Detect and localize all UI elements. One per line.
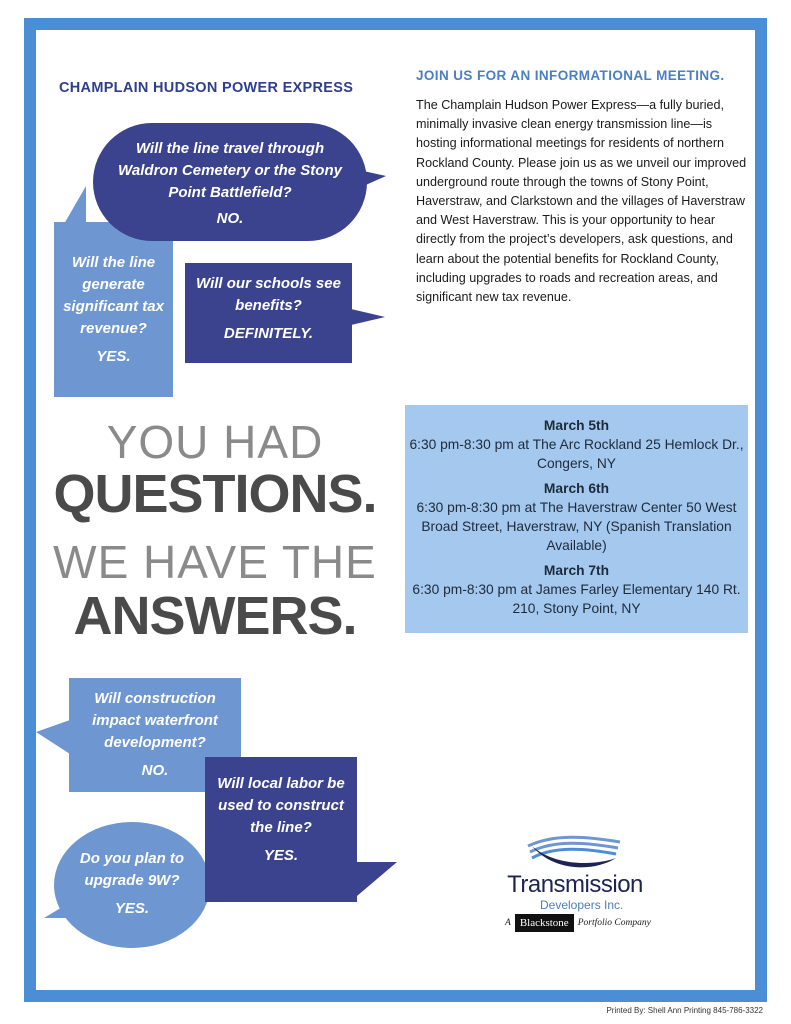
headline-we-have-the: WE HAVE THE [53,536,377,588]
brand-title: CHAMPLAIN HUDSON POWER EXPRESS [59,80,354,96]
blackstone-logo: Blackstone [515,914,574,932]
transmission-logo-icon [524,832,624,872]
event-date: March 7th [543,563,610,578]
bubble-labor-answer: YES. [263,847,299,864]
bubble-schools-question: Will our schools see benefits? [196,275,341,314]
bubble-waterfront-tail [36,720,70,754]
meeting-heading: JOIN US FOR AN INFORMATIONAL MEETING. [416,68,725,83]
headline-answers: ANSWERS. [73,586,357,646]
events-box [405,405,748,633]
bubble-tax-revenue [54,222,173,397]
portfolio-suffix: Portfolio Company [577,918,651,928]
headline-questions: QUESTIONS. [53,464,377,524]
bubble-local-labor [205,757,357,902]
event-item [405,479,748,555]
logo-name: Transmission [507,871,643,898]
event-details: 6:30 pm-8:30 pm at The Haverstraw Center 50 West Broad Street, Haverstraw, NY (Spanish Translation Available) [416,500,737,553]
bubble-waterfront-answer: NO. [141,762,169,779]
headline-you-had: YOU HAD [106,416,324,468]
logo-subtitle: Developers Inc. [540,898,624,912]
bubble-cemetery-tail [350,168,386,192]
bubble-schools-tail [351,309,385,325]
portfolio-line [505,914,651,932]
bubble-upgrade-question: Do you plan to upgrade 9W? [79,850,185,889]
event-details: 6:30 pm-8:30 pm at The Arc Rockland 25 Hemlock Dr., Congers, NY [409,437,744,471]
bubble-labor-tail [357,862,397,896]
event-item [405,561,748,618]
bubble-upgrade-9w [54,822,210,948]
event-date: March 5th [543,418,610,433]
bubble-cemetery-answer: NO. [216,210,244,227]
bubble-waterfront-question: Will construction impact waterfront development? [92,690,218,751]
bubble-schools-answer: DEFINITELY. [223,325,314,342]
bubble-cemetery [93,123,367,241]
bubble-schools [185,263,352,363]
bubble-labor-question: Will local labor be used to construct the line? [217,775,345,836]
bubble-tax-tail [64,186,86,224]
event-date: March 6th [543,481,610,496]
portfolio-prefix: A [505,918,511,928]
bubble-upgrade-tail [44,900,74,918]
bubble-tax-answer: YES. [96,348,131,365]
bubble-cemetery-question: Will the line travel through Waldron Cemetery or the Stony Point Battlefield? [118,140,342,201]
bubble-upgrade-answer: YES. [114,900,150,917]
bubble-tax-question: Will the line generate significant tax revenue? [63,254,164,337]
event-item [405,416,748,473]
event-details: 6:30 pm-8:30 pm at James Farley Elementary 140 Rt. 210, Stony Point, NY [412,582,741,616]
printed-by: Printed By: Shell Ann Printing 845-786-3322 [606,1006,763,1015]
intro-paragraph: The Champlain Hudson Power Express—a fully buried, minimally invasive clean energy transmission line—is hosting informational meetings for residents of northern Rockland County. Please join us as we unveil our improved underground route through the towns of Stony Point, Haverstraw, and Clarkstown and the villages of Haverstraw and West Haverstraw. This is your opportunity to hear directly from the project’s developers, ask questions, and learn about the potential benefits for Rockland County, including upgrades to roads and recreation areas, and significant new tax revenue. [416,98,747,305]
